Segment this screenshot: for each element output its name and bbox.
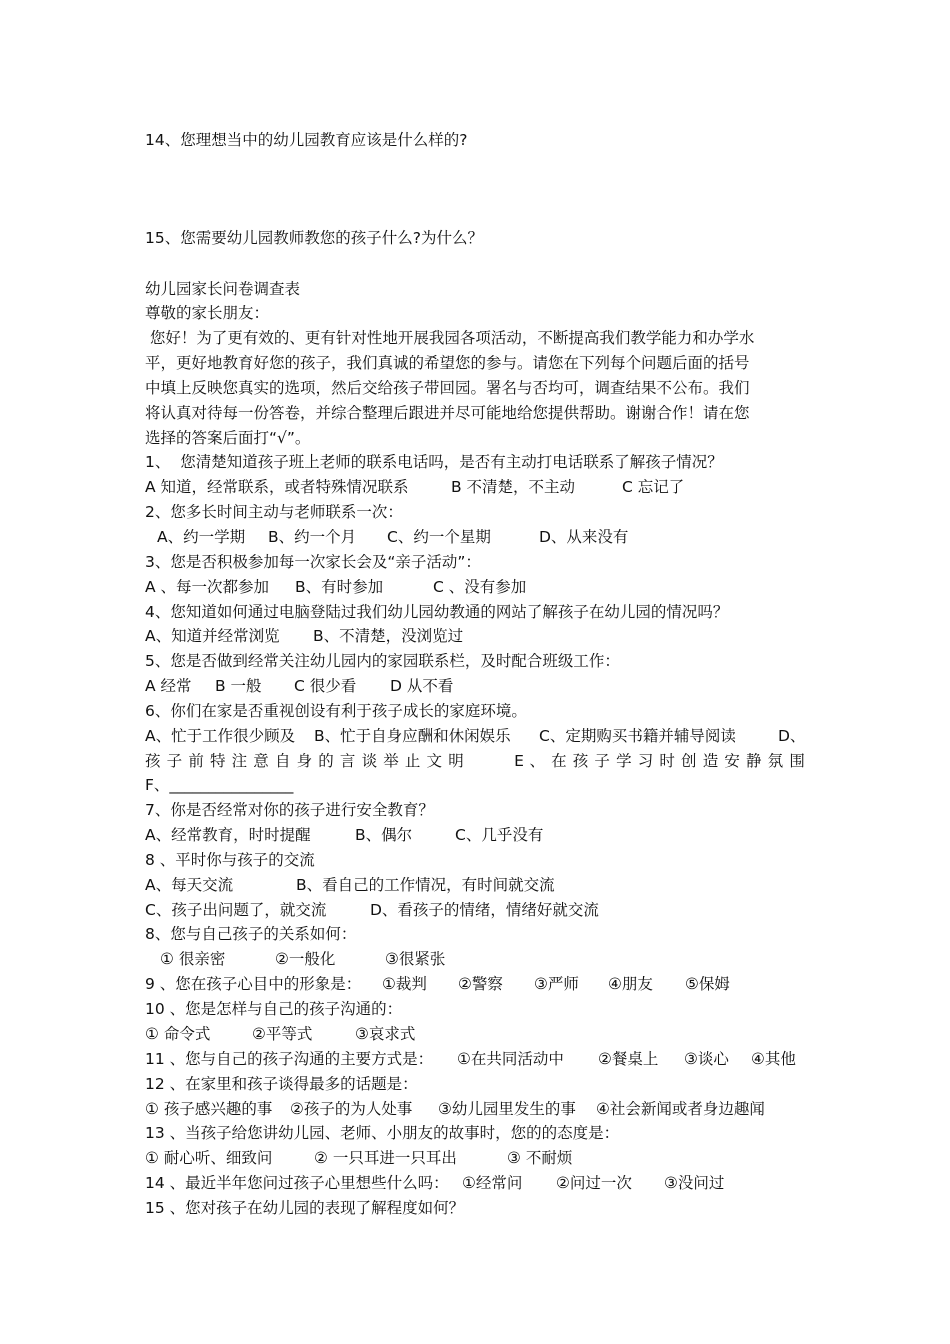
q6-char: 孩	[572, 752, 589, 770]
q6-char: E	[514, 752, 524, 770]
q6-char: 谈	[361, 752, 378, 770]
q6-char: 前	[188, 752, 205, 770]
q12-option-1: ① 孩子感兴趣的事	[145, 1100, 273, 1118]
q12-option-3: ③幼儿园里发生的事	[438, 1100, 576, 1118]
q2-option-c: C、约一个星期	[387, 528, 491, 546]
intro-line-1: 您好！为了更有效的、更有针对性地开展我园各项活动，不断提高我们教学能力和办学水	[145, 329, 755, 347]
survey-title: 幼儿园家长问卷调查表	[145, 280, 301, 298]
q14-option-2: ②问过一次	[556, 1174, 632, 1192]
q6-char: 、	[529, 752, 546, 770]
q6-option-a: A、忙于工作很少顾及	[145, 727, 296, 745]
q13-option-1: ① 耐心听、细致问	[145, 1149, 273, 1167]
pre-question-14: 14、您理想当中的幼儿园教育应该是什么样的?	[145, 131, 468, 149]
q2-option-a: A、约一学期	[157, 528, 246, 546]
question-9: 9 、您在孩子心目中的形象是：	[145, 975, 362, 993]
question-2: 2、您多长时间主动与老师联系一次：	[145, 503, 403, 521]
q2-option-b: B、约一个月	[268, 528, 357, 546]
q7-option-c: C、几乎没有	[455, 826, 544, 844]
q6-char: 注	[231, 752, 248, 770]
q6-char: 自	[274, 752, 292, 770]
question-14: 14 、最近半年您问过孩子心里想些什么吗：	[145, 1174, 449, 1192]
q11-option-3: ③谈心	[684, 1050, 729, 1068]
q3-option-a: A 、每一次都参加	[145, 578, 270, 596]
q10-option-2: ②平等式	[252, 1025, 313, 1043]
q13-option-3: ③ 不耐烦	[507, 1149, 573, 1167]
q6-char: 言	[339, 752, 357, 770]
q4-option-a: A、知道并经常浏览	[145, 627, 280, 645]
question-1: 1、 您清楚知道孩子班上老师的联系电话吗，是否有主动打电话联系了解孩子情况？	[145, 453, 723, 471]
q8a-option-a: A、每天交流	[145, 876, 234, 894]
q10-option-1: ① 命令式	[145, 1025, 211, 1043]
q10-option-3: ③哀求式	[355, 1025, 416, 1043]
q8b-option-3: ③很紧张	[385, 950, 446, 968]
q14-option-3: ③没问过	[664, 1174, 725, 1192]
q6-char: 明	[448, 752, 465, 770]
question-13: 13 、当孩子给您讲幼儿园、老师、小朋友的故事时，您的的态度是：	[145, 1124, 620, 1142]
q12-option-2: ②孩子的为人处事	[290, 1100, 413, 1118]
q6-char: 意	[253, 752, 270, 770]
q6-char: 特	[209, 752, 227, 770]
q6-char: 时	[659, 752, 676, 770]
q9-option-4: ④朋友	[608, 975, 653, 993]
q5-option-a: A 经常	[145, 677, 192, 695]
question-4: 4、您知道如何通过电脑登陆过我们幼儿园幼教通的网站了解孩子在幼儿园的情况吗？	[145, 603, 729, 621]
q7-option-a: A、经常教育，时时提醒	[145, 826, 311, 844]
q9-option-3: ③严师	[534, 975, 579, 993]
q6-char: 子	[166, 752, 183, 770]
intro-line-5: 选择的答案后面打“√”。	[145, 429, 311, 447]
question-11: 11 、您与自己的孩子沟通的主要方式是：	[145, 1050, 434, 1068]
q9-option-1: ①裁判	[382, 975, 427, 993]
intro-line-4: 将认真对待每一份答卷，并综合整理后跟进并尽可能地给您提供帮助。谢谢合作！请在您	[145, 404, 750, 422]
q6-char: 的	[318, 752, 335, 770]
salutation: 尊敬的家长朋友：	[145, 304, 270, 322]
q6-option-b: B、忙于自身应酬和休闲娱乐	[314, 727, 511, 745]
question-10: 10 、您是怎样与自己的孩子沟通的：	[145, 1000, 403, 1018]
q6-option-d-prefix: D、	[778, 727, 806, 745]
q6-char: 习	[637, 752, 654, 770]
intro-line-3: 中填上反映您真实的选项，然后交给孩子带回园。署名与否均可，调查结果不公布。我们	[145, 379, 750, 397]
question-8-relationship: 8、您与自己孩子的关系如何：	[145, 925, 357, 943]
question-12: 12 、在家里和孩子谈得最多的话题是：	[145, 1075, 418, 1093]
q5-option-b: B 一般	[215, 677, 262, 695]
question-6: 6、你们在家是否重视创设有利于孩子成长的家庭环境。	[145, 702, 527, 720]
q6-char: 围	[789, 752, 805, 770]
q5-option-d: D 从不看	[390, 677, 454, 695]
q7-option-b: B、偶尔	[355, 826, 413, 844]
q6-option-f: F、________________	[145, 776, 294, 794]
q11-option-2: ②餐桌上	[598, 1050, 659, 1068]
q6-char: 学	[616, 752, 633, 770]
q12-option-4: ④社会新闻或者身边趣闻	[596, 1100, 765, 1118]
q5-option-c: C 很少看	[294, 677, 357, 695]
q11-option-4: ④其他	[751, 1050, 796, 1068]
q11-option-1: ①在共同活动中	[457, 1050, 564, 1068]
q6-char: 举	[383, 752, 400, 770]
q4-option-b: B、不清楚，没浏览过	[313, 627, 464, 645]
q6-char: 子	[594, 752, 611, 770]
q1-option-a: A 知道，经常联系，或者特殊情况联系	[145, 478, 409, 496]
q6-options-continued	[145, 749, 805, 773]
q3-option-b: B、有时参加	[295, 578, 384, 596]
q8b-option-1: ① 很亲密	[160, 950, 226, 968]
q6-char: 安	[724, 752, 741, 770]
q1-option-b: B 不清楚，不主动	[451, 478, 576, 496]
q6-char: 孩	[145, 752, 162, 770]
q8a-option-b: B、看自己的工作情况，有时间就交流	[296, 876, 555, 894]
q6-char: 静	[746, 752, 763, 770]
question-5: 5、您是否做到经常关注幼儿园内的家园联系栏，及时配合班级工作：	[145, 652, 620, 670]
q9-option-5: ⑤保姆	[685, 975, 730, 993]
question-7: 7、你是否经常对你的孩子进行安全教育？	[145, 801, 434, 819]
q6-char: 创	[681, 752, 698, 770]
q9-option-2: ②警察	[458, 975, 503, 993]
q6-char: 止	[404, 752, 421, 770]
q8b-option-2: ②一般化	[275, 950, 336, 968]
question-15: 15 、您对孩子在幼儿园的表现了解程度如何？	[145, 1199, 465, 1217]
q6-char: 造	[702, 752, 719, 770]
intro-line-2: 平，更好地教育好您的孩子，我们真诚的希望您的参与。请您在下列每个问题后面的括号	[145, 354, 750, 372]
question-8-communication: 8 、平时你与孩子的交流	[145, 851, 315, 869]
q6-char: 身	[296, 752, 313, 770]
q14-option-1: ①经常问	[462, 1174, 523, 1192]
q6-char: 在	[551, 752, 568, 770]
q2-option-d: D、从来没有	[539, 528, 629, 546]
q6-char: 文	[426, 752, 443, 770]
q6-char: 氛	[767, 752, 784, 770]
q13-option-2: ② 一只耳进一只耳出	[314, 1149, 457, 1167]
q1-option-c: C 忘记了	[622, 478, 685, 496]
question-3: 3、您是否积极参加每一次家长会及“亲子活动”：	[145, 553, 481, 571]
q8a-option-c: C、孩子出问题了，就交流	[145, 901, 327, 919]
pre-question-15: 15、您需要幼儿园教师教您的孩子什么?为什么？	[145, 229, 483, 247]
q3-option-c: C 、没有参加	[433, 578, 527, 596]
q6-option-c: C、定期购买书籍并辅导阅读	[539, 727, 736, 745]
q8a-option-d: D、看孩子的情绪，情绪好就交流	[370, 901, 599, 919]
